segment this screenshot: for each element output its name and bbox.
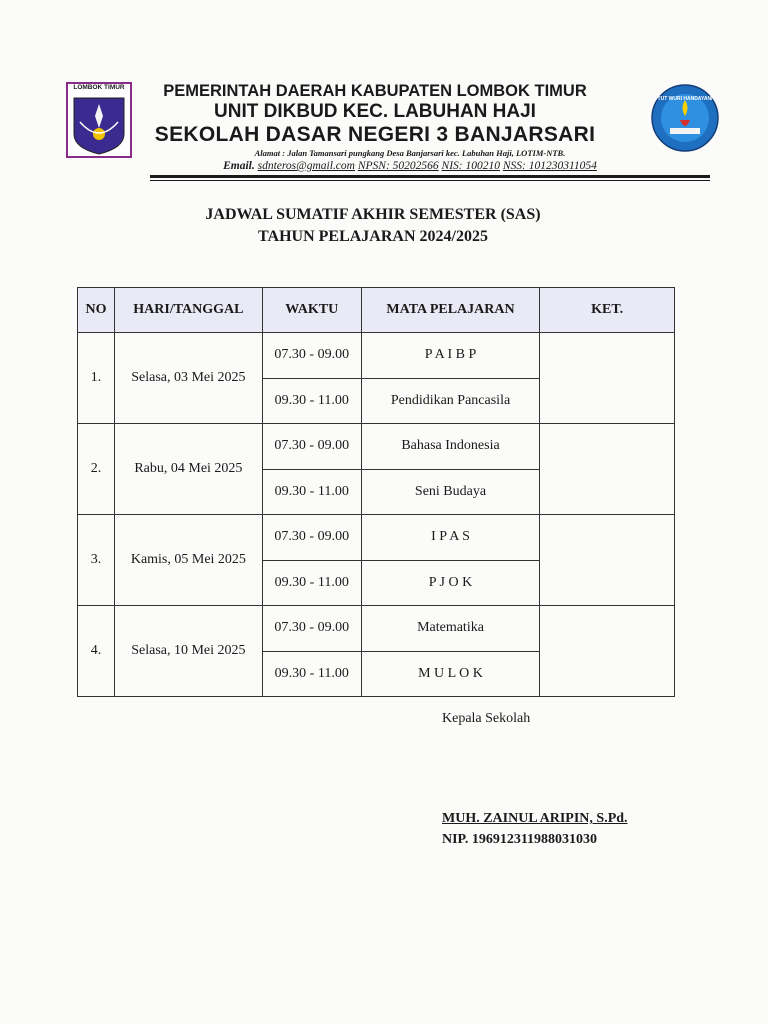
row-no: 1. [78,333,115,424]
row-time: 09.30 - 11.00 [262,560,361,606]
table-row [78,333,675,379]
table-row [78,606,675,652]
row-date: Selasa, 10 Mei 2025 [114,606,262,697]
table-row [78,515,675,561]
kop-divider-thin [150,180,710,181]
row-time: 07.30 - 09.00 [262,333,361,379]
row-no: 4. [78,606,115,697]
kop-line-2: UNIT DIKBUD KEC. LABUHAN HAJI [214,101,536,122]
table-header-row [78,288,675,333]
col-notes: KET. [540,288,675,333]
kop-divider-thick [150,175,710,178]
row-no: 3. [78,515,115,606]
doc-title: JADWAL SUMATIF AKHIR SEMESTER (SAS) [205,206,541,223]
row-time: 07.30 - 09.00 [262,606,361,652]
table-row [78,424,675,470]
row-time: 09.30 - 11.00 [262,651,361,697]
row-subject: Matematika [361,606,540,652]
row-notes [540,424,675,515]
row-subject: P J O K [361,560,540,606]
kop-line-1: PEMERINTAH DAERAH KABUPATEN LOMBOK TIMUR [163,82,587,100]
signature-closing: Kepala Sekolah [442,711,531,726]
row-subject: Bahasa Indonesia [361,424,540,470]
col-date: HARI/TANGGAL [114,288,262,333]
row-time: 07.30 - 09.00 [262,424,361,470]
row-no: 2. [78,424,115,515]
row-notes [540,333,675,424]
col-subject: MATA PELAJARAN [361,288,540,333]
logo-right-label: TUT WURI HANDAYANI [657,96,713,102]
kop-school-name: SEKOLAH DASAR NEGERI 3 BANJARSARI [154,123,596,146]
row-subject: Pendidikan Pancasila [361,378,540,424]
row-date: Rabu, 04 Mei 2025 [114,424,262,515]
row-time: 07.30 - 09.00 [262,515,361,561]
row-subject: M U L O K [361,651,540,697]
row-notes [540,515,675,606]
nis: NIS: 100210 [441,160,500,172]
email-link[interactable]: sdnteros@gmail.com [257,160,355,172]
signature-nip: NIP. 196912311988031030 [442,832,598,847]
row-time: 09.30 - 11.00 [262,469,361,515]
col-no: NO [78,288,115,333]
doc-subtitle: TAHUN PELAJARAN 2024/2025 [258,228,488,245]
logo-left-label: LOMBOK TIMUR [73,84,125,91]
lombok-timur-logo [66,82,132,158]
nss: NSS: 101230311054 [502,160,597,172]
email-label: Email. [223,160,255,172]
npsn: NPSN: 50202566 [357,160,439,172]
col-time: WAKTU [262,288,361,333]
row-subject: I P A S [361,515,540,561]
row-date: Selasa, 03 Mei 2025 [114,333,262,424]
row-notes [540,606,675,697]
row-subject: P A I B P [361,333,540,379]
row-time: 09.30 - 11.00 [262,378,361,424]
signature-name: MUH. ZAINUL ARIPIN, S.Pd. [442,811,628,826]
row-subject: Seni Budaya [361,469,540,515]
schedule-table [77,287,675,697]
row-date: Kamis, 05 Mei 2025 [114,515,262,606]
tut-wuri-handayani-logo [646,84,724,152]
kop-address: Alamat : Jalan Tamansari pungkang Desa Banjarsari kec. Labuhan Haji, LOTIM-NTB. [254,148,566,158]
kop-contact [170,160,650,172]
